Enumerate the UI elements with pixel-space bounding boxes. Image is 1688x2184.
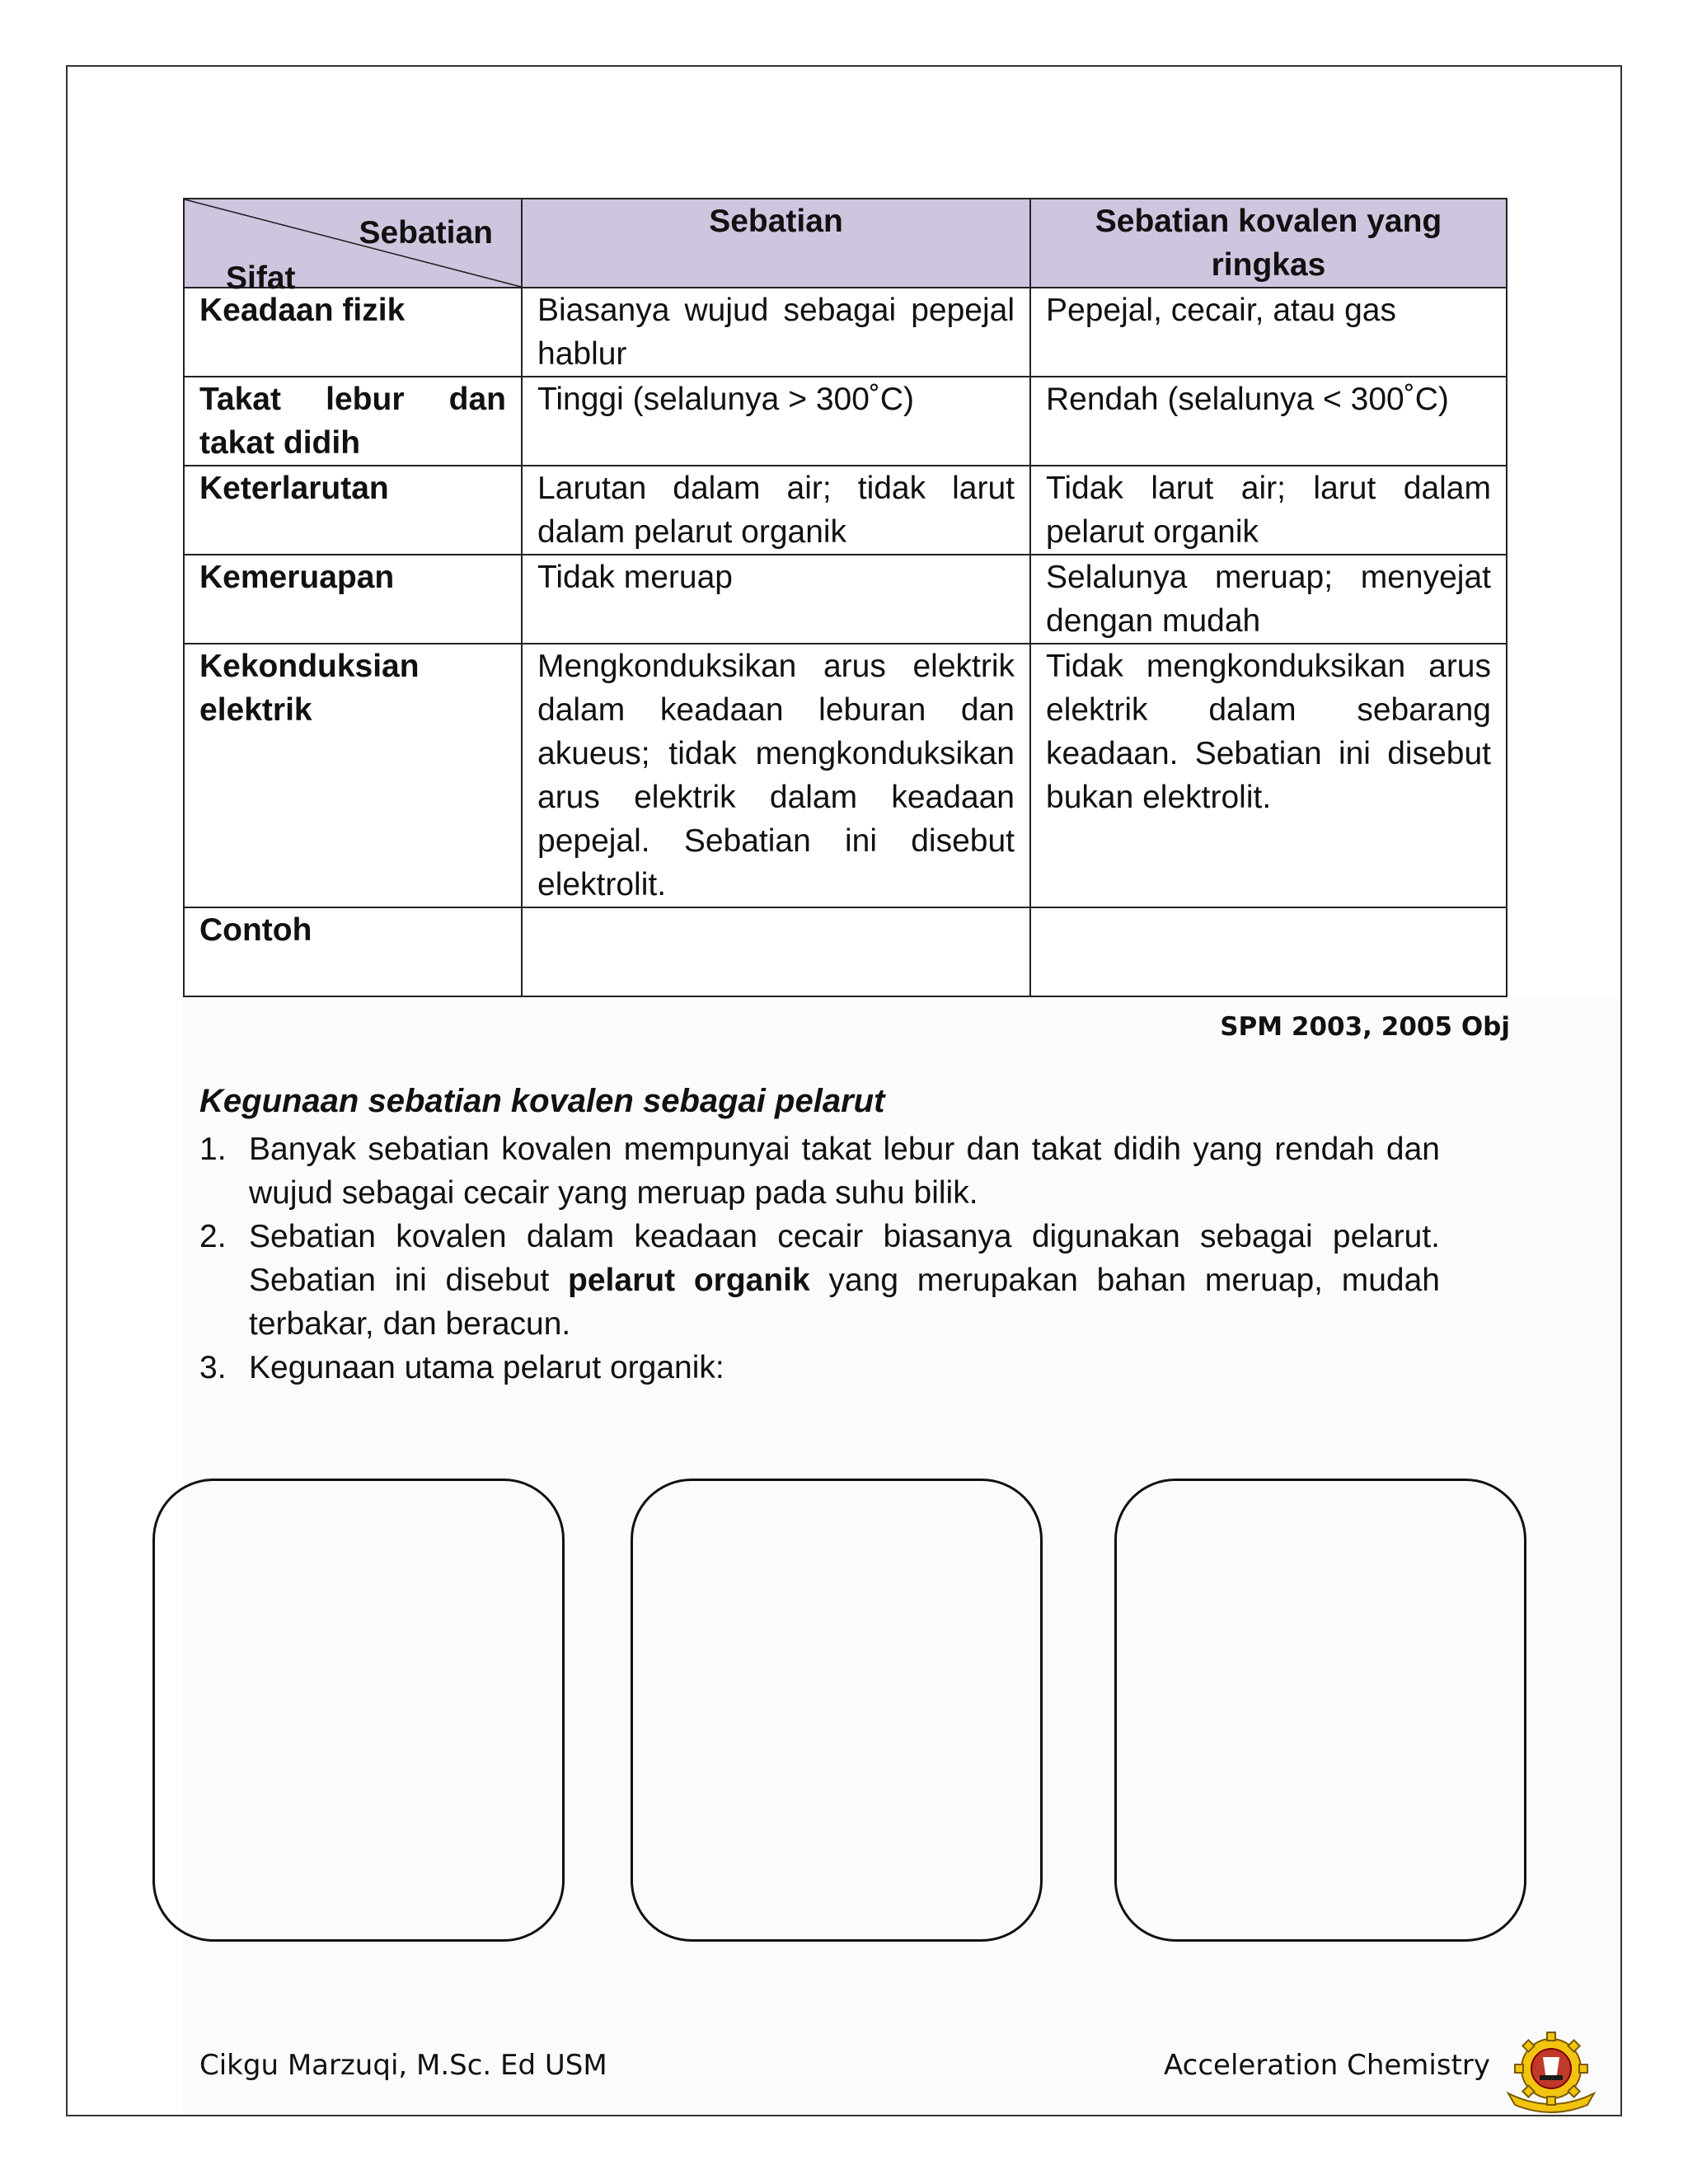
table-row bbox=[184, 288, 1507, 377]
row-covalent-value: Tidak mengkonduksikan arus elektrik dalam sebarang keadaan. Sebatian ini disebut bukan elektrolit. bbox=[1030, 644, 1507, 907]
row-covalent-value: Selalunya meruap; menyejat dengan mudah bbox=[1030, 555, 1507, 644]
table-row bbox=[184, 466, 1507, 555]
row-ionic-value: Tidak meruap bbox=[522, 555, 1030, 644]
footer-title: Acceleration Chemistry bbox=[1164, 2049, 1490, 2082]
header-col-ionic: Sebatian bbox=[522, 199, 1030, 288]
list-number: 3. bbox=[199, 1350, 227, 1385]
answer-box-3[interactable] bbox=[1114, 1479, 1526, 1942]
row-ionic-value bbox=[522, 907, 1030, 996]
row-ionic-value: Biasanya wujud sebagai pepejal hablur bbox=[522, 288, 1030, 377]
row-property: Kemeruapan bbox=[184, 555, 522, 644]
table-row bbox=[184, 644, 1507, 907]
list-item bbox=[199, 1127, 1440, 1215]
exam-source-note: SPM 2003, 2005 Obj bbox=[1220, 1012, 1510, 1042]
row-ionic-value: Mengkonduksikan arus elektrik dalam keadaan leburan dan akueus; tidak mengkonduksikan arus elektrik dalam keadaan pepejal. Sebatian ini disebut elektrolit. bbox=[522, 644, 1030, 907]
list-number: 2. bbox=[199, 1219, 227, 1254]
table-header-row bbox=[184, 199, 1507, 288]
row-property: Kekonduksian elektrik bbox=[184, 644, 522, 907]
list-text: Kegunaan utama pelarut organik: bbox=[249, 1350, 724, 1385]
list-number: 1. bbox=[199, 1132, 227, 1167]
table-row bbox=[184, 555, 1507, 644]
row-covalent-value bbox=[1030, 907, 1507, 996]
row-property: Keadaan fizik bbox=[184, 288, 522, 377]
row-covalent-value: Tidak larut air; larut dalam pelarut organik bbox=[1030, 466, 1507, 555]
row-ionic-value: Larutan dalam air; tidak larut dalam pelarut organik bbox=[522, 466, 1030, 555]
list-text: yang merupakan bahan meruap, mudah terbakar, dan beracun. bbox=[249, 1263, 1440, 1342]
row-property: Takat lebur dan takat didih bbox=[184, 377, 522, 466]
uses-list bbox=[199, 1127, 1440, 1390]
list-text: Sebatian kovalen dalam keadaan cecair biasanya digunakan sebagai pelarut. Sebatian ini disebut bbox=[249, 1219, 1440, 1298]
row-ionic-value: Tinggi (selalunya > 300˚C) bbox=[522, 377, 1030, 466]
answer-box-1[interactable] bbox=[152, 1479, 565, 1942]
list-text-bold: pelarut organik bbox=[568, 1263, 810, 1298]
list-item bbox=[199, 1215, 1440, 1346]
list-item bbox=[199, 1346, 1440, 1390]
section-title: Kegunaan sebatian kovalen sebagai pelarut bbox=[199, 1083, 885, 1119]
row-covalent-value: Rendah (selalunya < 300˚C) bbox=[1030, 377, 1507, 466]
table-row bbox=[184, 907, 1507, 996]
table-row bbox=[184, 377, 1507, 466]
diagonal-header-cell bbox=[184, 199, 522, 296]
row-covalent-value: Pepejal, cecair, atau gas bbox=[1030, 288, 1507, 377]
properties-table bbox=[183, 198, 1507, 997]
list-text: Banyak sebatian kovalen mempunyai takat lebur dan takat didih yang rendah dan wujud sebagai cecair yang meruap pada suhu bilik. bbox=[249, 1132, 1440, 1211]
header-sifat-label: Sifat bbox=[226, 260, 296, 296]
header-sebatian-label: Sebatian bbox=[359, 215, 493, 251]
header-col-covalent: Sebatian kovalen yang ringkas bbox=[1030, 199, 1507, 288]
answer-box-2[interactable] bbox=[631, 1479, 1043, 1942]
row-property: Keterlarutan bbox=[184, 466, 522, 555]
school-crest-logo bbox=[1502, 2029, 1601, 2115]
footer-author: Cikgu Marzuqi, M.Sc. Ed USM bbox=[199, 2049, 607, 2082]
row-property: Contoh bbox=[184, 907, 522, 996]
